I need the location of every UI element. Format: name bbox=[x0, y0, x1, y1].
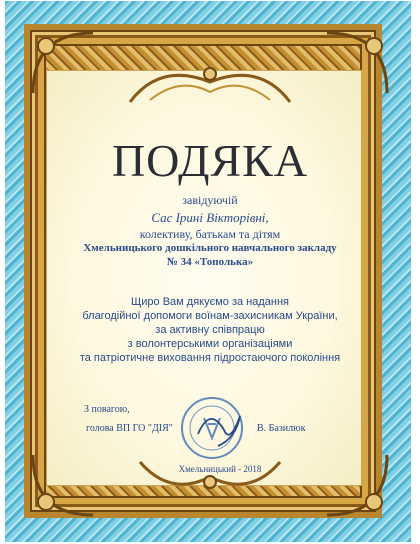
regards-text: З повагою, bbox=[84, 404, 130, 415]
top-scroll-ornament bbox=[120, 52, 300, 112]
recipient-institution-number: № 34 «Тополька» bbox=[166, 256, 254, 268]
thanks-line-2: благодійної допомоги воїнам-захисникам України, bbox=[82, 310, 338, 322]
recipient-position: завідуючій bbox=[182, 193, 238, 207]
recipient-institution: Хмельницького дошкільного навчального закладу bbox=[83, 242, 337, 254]
city-year: Хмельницький - 2018 bbox=[178, 464, 262, 474]
round-seal-stamp-icon bbox=[178, 394, 254, 462]
signer-position: голова ВП ГО "ДІЯ" bbox=[86, 423, 173, 434]
recipient-name: Сас Ірині Вікторівні, bbox=[151, 210, 269, 225]
page-title: ПОДЯКА bbox=[111, 135, 309, 186]
recipient-group: колективу, батькам та дітям bbox=[139, 227, 281, 241]
thanks-line-5: та патріотичне виховання підростаючого покоління bbox=[79, 352, 341, 364]
thanks-line-3: за активну співпрацю bbox=[155, 324, 265, 336]
thanks-line-1: Щиро Вам дякуємо за надання bbox=[130, 296, 290, 308]
signer-name: В. Базилюк bbox=[257, 423, 306, 434]
thanks-line-4: з волонтерськими організаціями bbox=[127, 338, 293, 350]
